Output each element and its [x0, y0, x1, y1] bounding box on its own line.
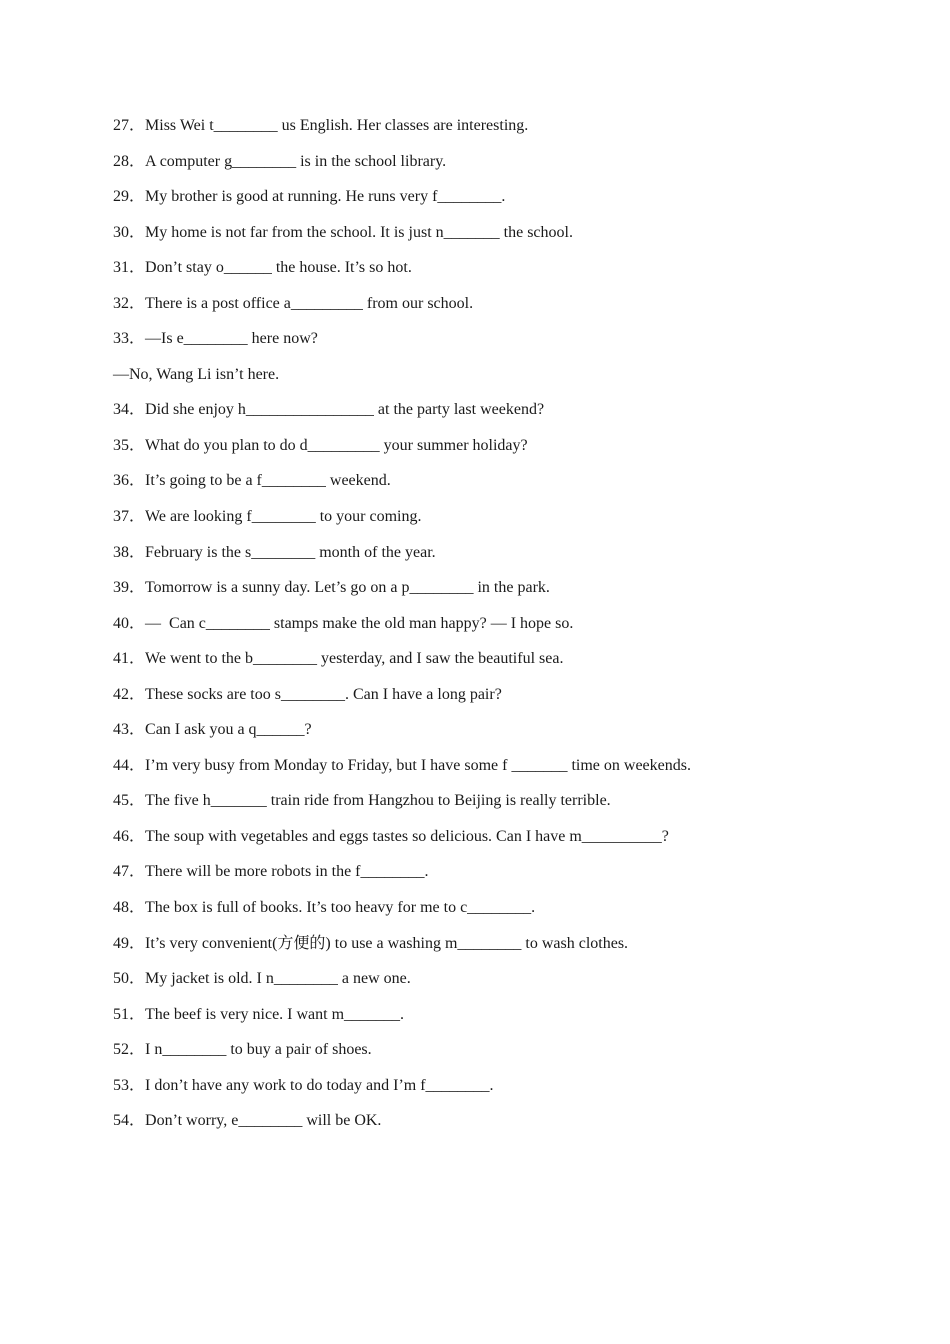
exercise-item — [113, 1002, 893, 1038]
item-number: 54． — [113, 1112, 146, 1130]
item-number: 30． — [113, 223, 146, 241]
item-text: We are looking f________ to your coming. — [145, 508, 422, 526]
item-text: It’s very convenient(方便的) to use a washing m________ to wash clothes. — [145, 934, 629, 952]
exercise-item — [113, 540, 893, 576]
item-text: The beef is very nice. I want m_______. — [145, 1005, 405, 1023]
item-text: We went to the b________ yesterday, and I saw the beautiful sea. — [145, 650, 564, 668]
item-text: Miss Wei t________ us English. Her classes are interesting. — [145, 117, 529, 134]
item-number: 45． — [113, 792, 146, 810]
exercise-item — [113, 468, 893, 504]
item-text: Don’t worry, e________ will be OK. — [145, 1112, 382, 1130]
item-text: There will be more robots in the f________. — [145, 863, 429, 881]
item-text: It’s going to be a f________ weekend. — [145, 472, 391, 490]
item-number: 46． — [113, 827, 146, 845]
item-number: 41． — [113, 650, 146, 668]
exercise-item — [113, 788, 893, 824]
item-text: My jacket is old. I n________ a new one. — [145, 970, 411, 988]
item-number: 48． — [113, 899, 146, 917]
item-text: What do you plan to do d_________ your summer holiday? — [145, 436, 528, 454]
item-text: I’m very busy from Monday to Friday, but I have some f _______ time on weekends. — [145, 756, 691, 774]
exercise-item — [113, 255, 893, 291]
exercise-item — [113, 504, 893, 540]
exercise-item — [113, 1073, 893, 1109]
item-number: 52． — [113, 1041, 146, 1059]
item-text: I don’t have any work to do today and I’m f________. — [145, 1076, 494, 1094]
item-number: 27． — [113, 117, 146, 134]
item-number: 36． — [113, 472, 146, 490]
exercise-item — [113, 575, 893, 611]
exercise-item — [113, 753, 893, 789]
exercise-item — [113, 824, 893, 860]
item-text: My home is not far from the school. It is just n_______ the school. — [145, 223, 573, 241]
item-number: 40． — [113, 614, 146, 632]
item-number: 29． — [113, 188, 146, 206]
exercise-item — [113, 717, 893, 753]
item-text: The box is full of books. It’s too heavy for me to c________. — [145, 899, 536, 917]
item-number: 47． — [113, 863, 146, 881]
item-text: February is the s________ month of the year. — [145, 543, 436, 561]
item-number: 43． — [113, 721, 146, 739]
item-text: Tomorrow is a sunny day. Let’s go on a p________ in the park. — [145, 579, 550, 597]
item-number: 35． — [113, 436, 146, 454]
item-number: 28． — [113, 152, 146, 170]
item-text: My brother is good at running. He runs very f________. — [145, 188, 506, 206]
item-number: 31． — [113, 259, 146, 277]
exercise-item — [113, 220, 893, 256]
item-text: —Is e________ here now? — [145, 330, 318, 348]
exercise-item — [113, 682, 893, 718]
item-number: 37． — [113, 508, 146, 526]
item-number: 34． — [113, 401, 146, 419]
item-text: Did she enjoy h________________ at the party last weekend? — [145, 401, 545, 419]
item-number: 32． — [113, 294, 146, 312]
item-number: 33． — [113, 330, 146, 348]
exercise-item — [113, 895, 893, 931]
exercise-item — [113, 397, 893, 433]
item-number: 53． — [113, 1076, 146, 1094]
item-text: The soup with vegetables and eggs tastes so delicious. Can I have m__________? — [145, 827, 669, 845]
item-text: I n________ to buy a pair of shoes. — [145, 1041, 372, 1059]
item-text: These socks are too s________. Can I have a long pair? — [145, 685, 502, 703]
exercise-item — [113, 184, 893, 220]
item-number: 42． — [113, 685, 146, 703]
exercise-item — [113, 291, 893, 327]
item-number: 44． — [113, 756, 146, 774]
exercise-item — [113, 433, 893, 469]
exercise-item — [113, 149, 893, 185]
exercise-item — [113, 646, 893, 682]
exercise-item — [113, 326, 893, 362]
exercise-continuation — [113, 362, 893, 398]
exercise-item — [113, 1108, 893, 1144]
exercise-item — [113, 611, 893, 647]
item-text: —No, Wang Li isn’t here. — [113, 365, 280, 383]
item-number: 49． — [113, 934, 146, 952]
item-text: The five h_______ train ride from Hangzhou to Beijing is really terrible. — [145, 792, 611, 810]
item-text: Can I ask you a q______? — [145, 721, 312, 739]
item-number: 51． — [113, 1005, 146, 1023]
item-text: A computer g________ is in the school library. — [145, 152, 447, 170]
exercise-list — [113, 113, 893, 1144]
item-number: 39． — [113, 579, 146, 597]
exercise-item — [113, 113, 893, 149]
item-text: There is a post office a_________ from our school. — [145, 294, 474, 312]
item-number: 50． — [113, 970, 146, 988]
item-text: Don’t stay o______ the house. It’s so hot. — [145, 259, 412, 277]
item-text: — Can c________ stamps make the old man happy? — I hope so. — [145, 614, 574, 632]
item-number: 38． — [113, 543, 146, 561]
exercise-item — [113, 859, 893, 895]
exercise-item — [113, 931, 893, 967]
exercise-item — [113, 966, 893, 1002]
exercise-item — [113, 1037, 893, 1073]
